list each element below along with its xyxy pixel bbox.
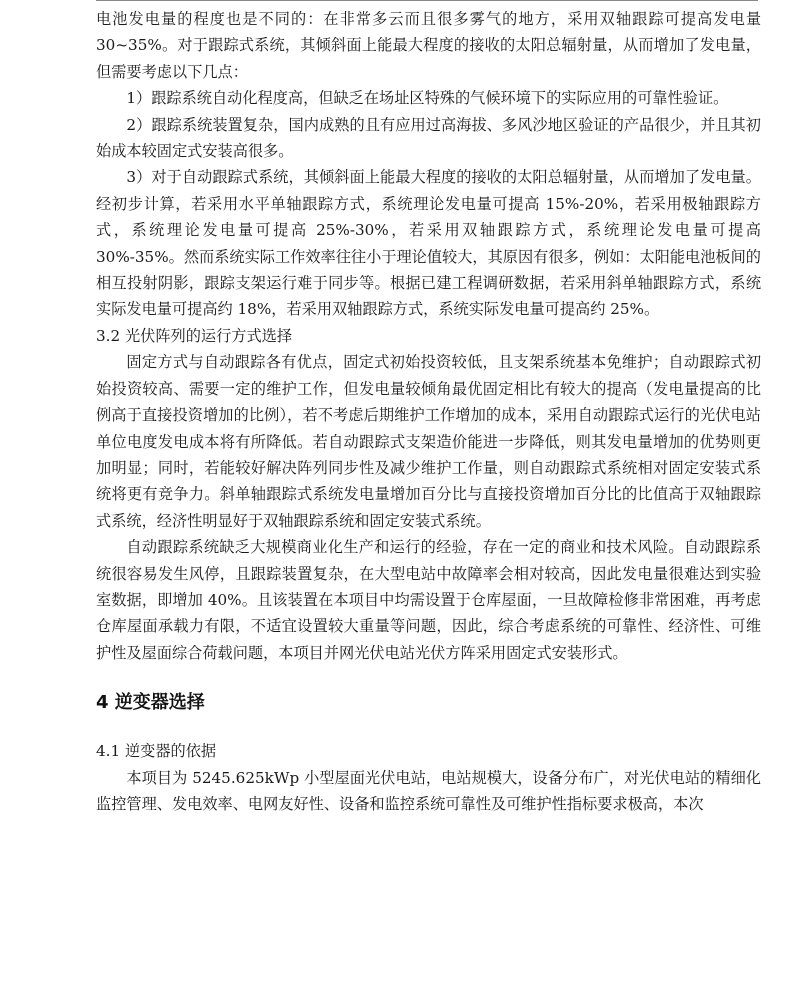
section-4-1-heading: 4.1 逆变器的依据 — [96, 742, 217, 761]
tracking-consideration-2: 2）跟踪系统装置复杂，国内成熟的且有应用过高海拔、多风沙地区验证的产品很少，并且其初始成本较固定式安装高很多。 — [96, 115, 761, 161]
tracking-consideration-1: 1）跟踪系统自动化程度高，但缺乏在场址区特殊的气候环境下的实际应用的可靠性验证。 — [126, 89, 729, 108]
section-3-2-paragraph-2: 自动跟踪系统缺乏大规模商业化生产和运行的经验，存在一定的商业和技术风险。自动跟踪系统很容易发生风停，且跟踪装置复杂，在大型电站中故障率会相对较高，因此发电量很难达到实验室数据，即增加 40%。且该装置在本项目中均需设置于仓库屋面，一旦故障检修非常困难，再考虑仓库屋面承载力有限，不适宜设置较大重量等问题，因此，综合考虑系统的可靠性、经济性、可维护性及屋面综合荷载问题，本项目并网光伏电站光伏方阵采用固定式安装形式。 — [96, 538, 761, 662]
section-3-2-heading: 3.2 光伏阵列的运行方式选择 — [96, 326, 293, 345]
tracking-consideration-3: 3）对于自动跟踪式系统，其倾斜面上能最大程度的接收的太阳总辐射量，从而增加了发电量。经初步计算，若采用水平单轴跟踪方式，系统理论发电量可提高 15%-20%，若采用极轴跟踪方式，系统理论发电量可提高 25%-30%，若采用双轴跟踪方式，系统理论发电量可提高30%-35%。然而系统实际工作效率往往小于理论值较大，其原因有很多，例如：太阳能电池板间的相互投射阴影，跟踪支架运行难于同步等。根据已建工程调研数据，若采用斜单轴跟踪方式，系统实际发电量可提高约 18%，若采用双轴跟踪方式，系统实际发电量可提高约 25%。 — [96, 168, 761, 319]
continued-paragraph: 电池发电量的程度也是不同的：在非常多云而且很多雾气的地方，采用双轴跟踪可提高发电量30~35%。对于跟踪式系统，其倾斜面上能最大程度的接收的太阳总辐射量，从而增加了发电量，但需要考虑以下几点： — [96, 10, 761, 81]
section-3-2-paragraph-1: 固定方式与自动跟踪各有优点，固定式初始投资较低，且支架系统基本免维护；自动跟踪式初始投资较高、需要一定的维护工作，但发电量较倾角最优固定相比有较大的提高（发电量提高的比例高于直接投资增加的比例），若不考虑后期维护工作增加的成本，采用自动跟踪式运行的光伏电站单位电度发电成本将有所降低。若自动跟踪式支架造价能进一步降低，则其发电量增加的优势则更加明显；同时，若能较好解决阵列同步性及减少维护工作量，则自动跟踪式系统相对固定安装式系统将更有竞争力。斜单轴跟踪式系统发电量增加百分比与直接投资增加百分比的比值高于双轴跟踪式系统，经济性明显好于双轴跟踪系统和固定安装式系统。 — [96, 353, 761, 530]
page-top-rule — [96, 0, 758, 1]
chapter-4-heading: 4 逆变器选择 — [96, 692, 205, 714]
document-body — [96, 6, 761, 817]
section-4-1-paragraph: 本项目为 5245.625kWp 小型屋面光伏电站，电站规模大，设备分布广，对光伏电站的精细化监控管理、发电效率、电网友好性、设备和监控系统可靠性及可维护性指标要求极高，本次 — [96, 768, 761, 813]
